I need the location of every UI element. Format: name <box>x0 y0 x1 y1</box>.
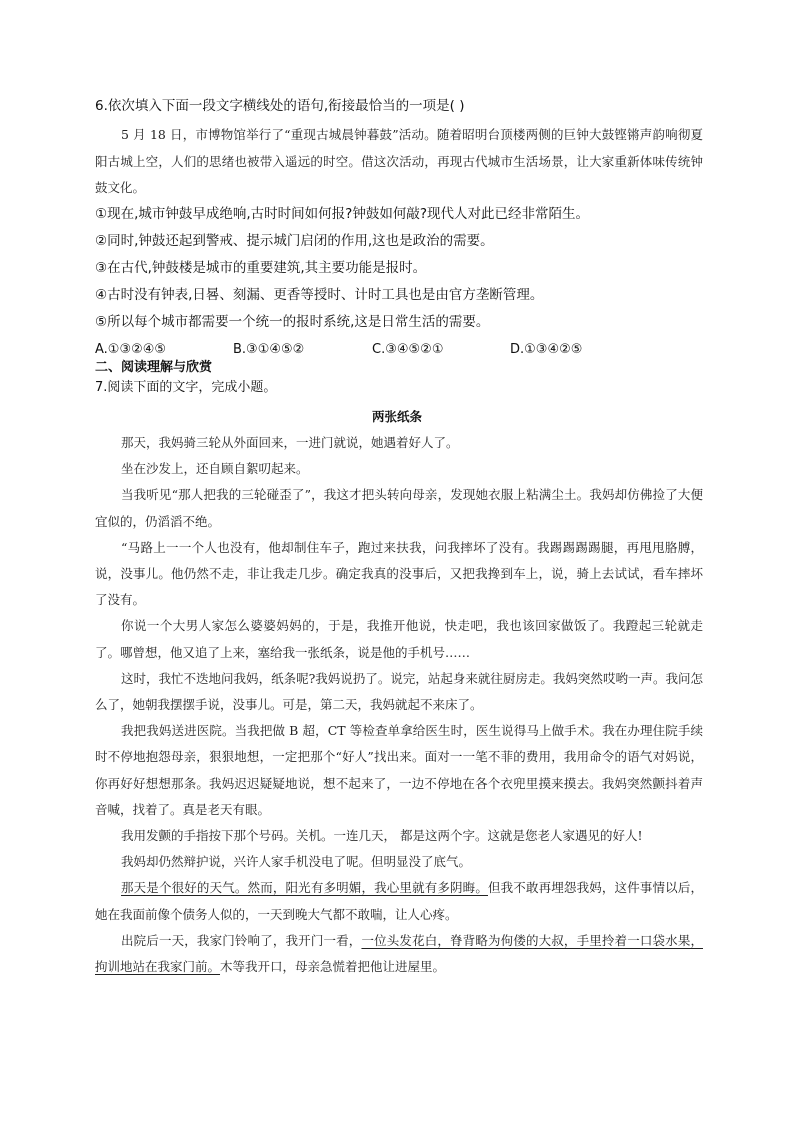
paragraph-text: 木等我开口，母亲急慌着把他让进屋里。 <box>220 959 446 975</box>
question-6-stem: 6.依次填入下面一段文字横线处的语句,衔接最恰当的一项是( ) <box>95 98 465 114</box>
option-a[interactable]: A.①③②④⑤ <box>95 342 167 357</box>
answer-options <box>95 341 705 359</box>
story-paragraph: 这时，我忙不迭地问我妈，纸条呢?我妈说扔了。说完，站起身来就往厨房走。我妈突然哎哟一声。我问怎么了，她朝我摆摆手说，没事儿。可是，第二天，我妈就起不来床了。 <box>95 670 703 713</box>
underlined-sentence: 那天是个很好的天气。然而，阳光有多明媚，我心里就有多阴晦。 <box>121 880 488 896</box>
section-heading: 二、阅读理解与欣赏 <box>95 360 213 375</box>
option-d[interactable]: D.①③④②⑤ <box>510 342 583 357</box>
sentence-1: ①现在,城市钟鼓早成绝响,古时时间如何报?钟鼓如何敲?现代人对此已经非常陌生。 <box>95 206 590 222</box>
sentence-2: ②同时,钟鼓还起到警戒、提示城门启闭的作用,这也是政治的需要。 <box>95 233 494 249</box>
sentence-5: ⑤所以每个城市都需要一个统一的报时系统,这是日常生活的需要。 <box>95 314 490 330</box>
paragraph-text: 但我不敢再埋怨我妈，这件事情以后，她在我面前像个债务人似的，一天到晚大气都不敢喘，让人心疼。 <box>95 880 703 922</box>
question-7-stem: 7.阅读下面的文字，完成小题。 <box>95 380 277 395</box>
option-b[interactable]: B.③①④⑤② <box>233 342 305 357</box>
question-6-intro: 5 月 18 日，市博物馆举行了“重现古城晨钟暮鼓”活动。随着昭明台顶楼两侧的巨钟大鼓铿锵声韵响彻夏阳古城上空，人们的思绪也被带入遥远的时空。借这次活动，再现古代城市生活场景，让大家重新体味传统钟鼓文化。 <box>95 127 703 195</box>
story-paragraph: “马路上一一个人也没有，他却制住车子，跑过来扶我，问我摔坏了没有。我踢踢踢踢腿，再甩甩胳膊，说，没事儿。他仍然不走，非让我走几步。确定我真的没事后，又把我搀到车上，说，骑上去试试，看车摔坏了没有。 <box>95 539 703 608</box>
story-paragraph: 我妈却仍然辩护说，兴许人家手机没电了呢。但明显没了底气。 <box>121 854 472 870</box>
story-paragraph: 那天，我妈骑三轮从外面回来，一进门就说，她遇着好人了。 <box>121 435 459 450</box>
sentence-3: ③在古代,钟鼓楼是城市的重要建筑,其主要功能是报时。 <box>95 260 427 276</box>
story-paragraph: 我用发颤的手指按下那个号码。关机。一连几天， 都是这两个字。这就是您老人家遇见的好人! <box>121 828 643 844</box>
story-paragraph: 你说一个大男人家怎么婆婆妈妈的，于是，我推开他说，快走吧，我也该回家做饭了。我蹬起三轮就走了。哪曾想，他又追了上来，塞给我一张纸条，说是他的手机号…… <box>95 618 703 660</box>
story-paragraph: 坐在沙发上，还自顾自絮叨起来。 <box>121 461 309 477</box>
story-paragraph <box>95 928 703 980</box>
story-body <box>95 430 703 980</box>
story-title: 两张纸条 <box>371 409 422 424</box>
story-paragraph: 我把我妈送进医院。当我把做 B 超，CT 等检查单拿给医生时，医生说得马上做手术。我在办理住院手续时不停地抱怨母亲，狠狠地想，一定把那个“好人”找出来。面对一一笔不菲的费用，我用命令的语气对妈说，你再好好想想那条。我妈迟迟疑疑地说，想不起来了，一边不停地在各个衣兜里摸来摸去。我妈突然颤抖着声音喊，找着了。真是老天有眼。 <box>95 723 703 817</box>
paragraph-text: 出院后一天，我家门铃响了，我开门一看， <box>121 932 362 948</box>
underlined-sentence: 一位头发花白，脊背略为佝偻的大叔，手里拎着一口袋水果，拘训地站在我家门前。 <box>95 932 703 975</box>
story-paragraph <box>95 875 703 927</box>
sentence-4: ④古时没有钟表,日晷、刻漏、更香等授时、计时工具也是由官方垄断管理。 <box>95 287 544 303</box>
story-paragraph: 当我听见“那人把我的三轮碰歪了”，我这才把头转向母亲，发现她衣服上粘满尘土。我妈却仿佛捡了大便宜似的，仍滔滔不绝。 <box>95 487 703 529</box>
option-c[interactable]: C.③④⑤②① <box>372 342 444 357</box>
